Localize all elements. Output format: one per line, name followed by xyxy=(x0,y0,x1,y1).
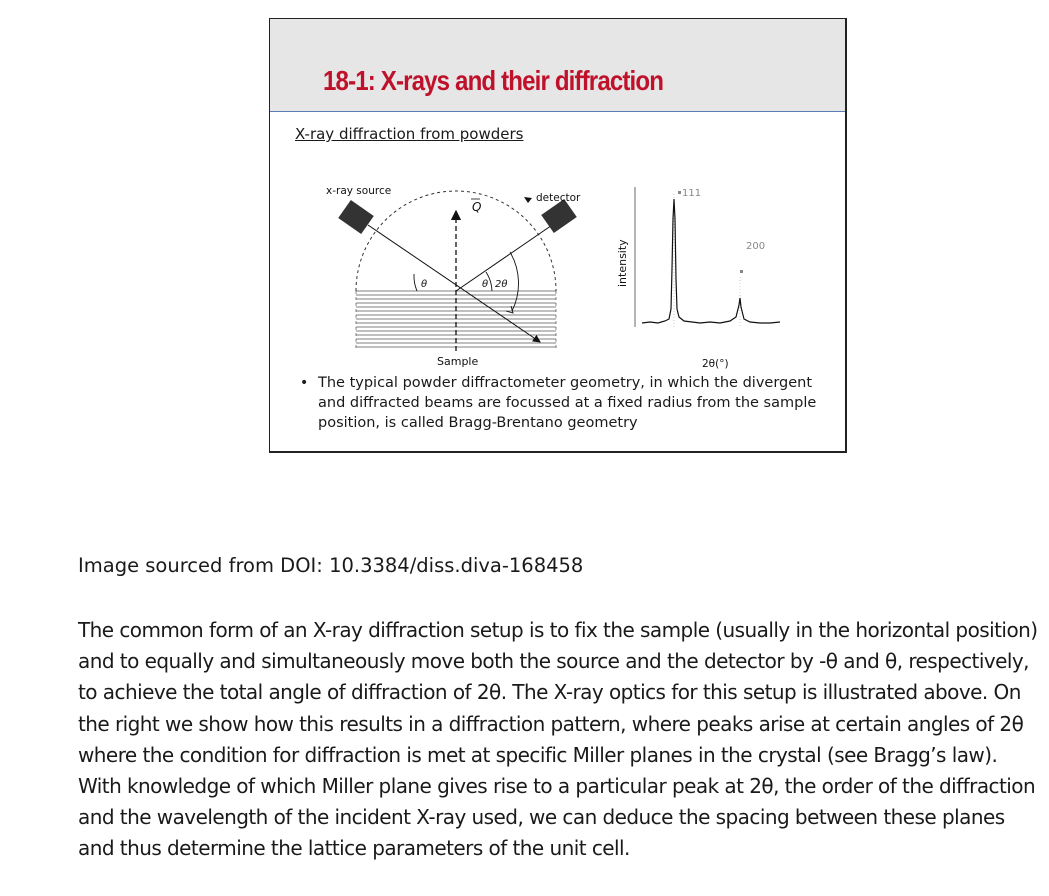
slide-subtitle: X-ray diffraction from powders xyxy=(295,125,524,143)
pattern-curve xyxy=(642,199,780,323)
bullet-text: The typical powder diffractometer geometry, in which the divergent and diffracted beams are focussed at a fixed radius from the sample position, is called Bragg-Brentano geometry xyxy=(318,375,817,431)
x-axis-label: 2θ(°) xyxy=(702,358,729,369)
bullet-item xyxy=(300,373,820,433)
intensity-axis-label: intensity xyxy=(616,239,629,287)
xray-source xyxy=(338,200,374,234)
slide-image xyxy=(269,18,847,453)
slide-title: 18-1: X-rays and their diffraction xyxy=(323,65,664,96)
source-label: x-ray source xyxy=(326,185,392,197)
q-vector-label: Q xyxy=(472,200,482,214)
bullet-dot-icon: • xyxy=(300,375,309,391)
detector-label: detector xyxy=(536,192,581,204)
detector xyxy=(541,199,577,233)
peak-200-label: 200 xyxy=(746,241,766,252)
sample-label: Sample xyxy=(437,355,479,368)
diffraction-figure xyxy=(270,159,846,369)
diffraction-pattern-plot xyxy=(616,187,780,369)
slide-header xyxy=(270,19,845,112)
theta-left: θ xyxy=(421,279,428,290)
body-paragraph: The common form of an X-ray diffraction setup is to fix the sample (usually in the horizontal position) and to equally and simultaneously move both the source and the detector by -θ and θ, respectively, to achieve the total angle of diffraction of 2θ. The X-ray optics for this setup is illustrated above. On the right we show how this results in a diffraction pattern, where peaks arise at certain angles of 2θ where the condition for diffraction is met at specific Miller planes in the crystal (see Bragg’s law). With knowledge of which Miller plane gives rise to a particular peak at 2θ, the order of the diffraction and the wavelength of the incident X-ray used, we can deduce the spacing between these planes and thus determine the lattice parameters of the unit cell. xyxy=(78,618,1038,861)
two-theta-label: 2θ xyxy=(495,279,508,290)
theta-right: θ xyxy=(482,279,489,290)
peak-111-label: 111 xyxy=(682,188,702,199)
image-source-line: Image sourced from DOI: 10.3384/diss.diva-168458 xyxy=(78,554,584,577)
